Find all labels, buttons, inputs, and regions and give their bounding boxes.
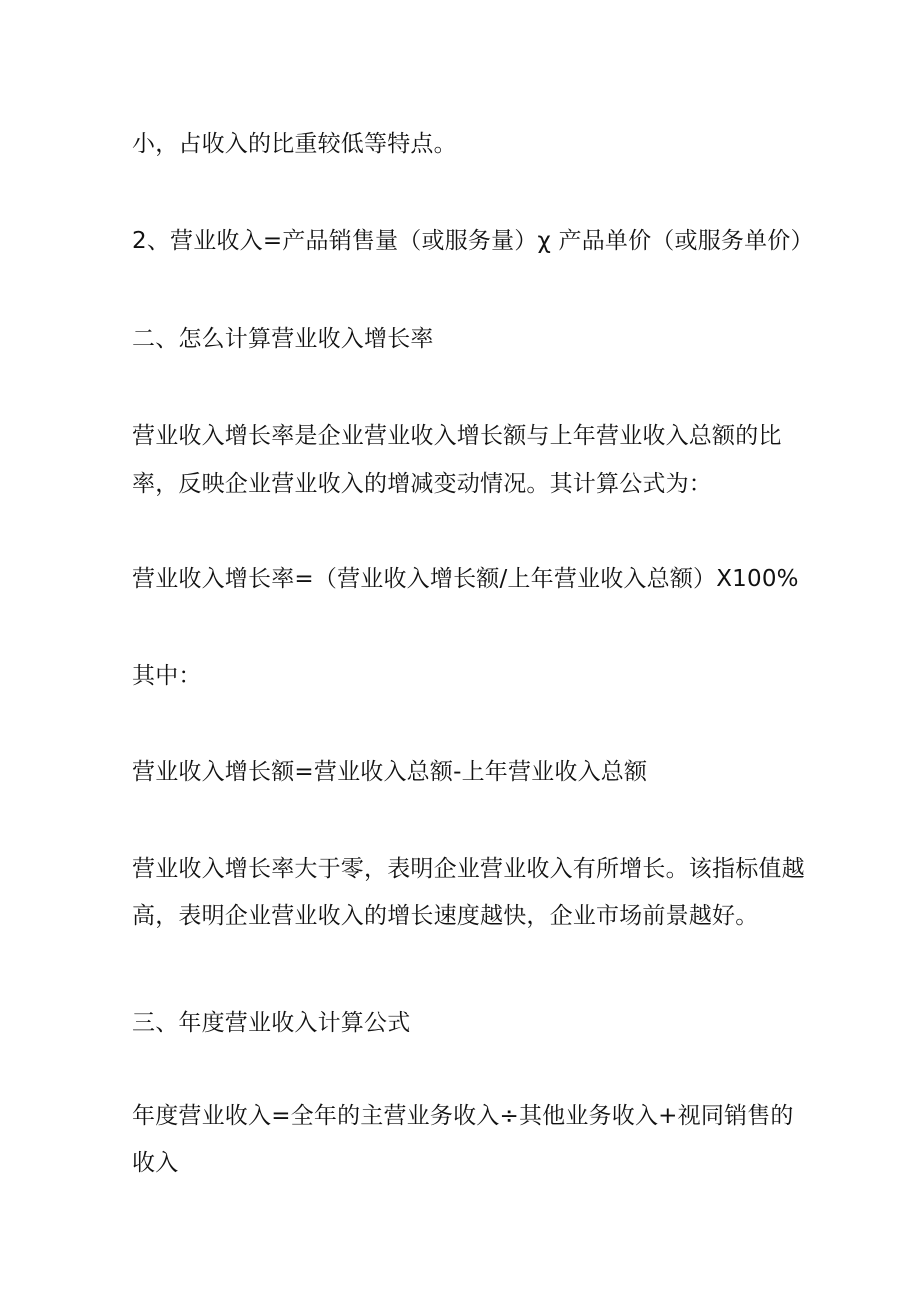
paragraph-line: 其中： — [132, 663, 202, 689]
formula-line: 2、营业收入=产品销售量（或服务量）χ 产品单价（或服务单价） — [132, 228, 814, 254]
paragraph-line: 营业收入增长率大于零，表明企业营业收入有所增长。该指标值越 — [132, 856, 805, 882]
formula-line: 收入 — [132, 1150, 179, 1176]
formula-line: 年度营业收入=全年的主营业务收入÷其他业务收入+视同销售的 — [132, 1103, 794, 1129]
section-heading: 二、怎么计算营业收入增长率 — [132, 326, 434, 352]
paragraph-line: 率，反映企业营业收入的增减变动情况。其计算公式为： — [132, 471, 712, 497]
formula-line: 营业收入增长额=营业收入总额-上年营业收入总额 — [132, 759, 648, 785]
paragraph-line: 高，表明企业营业收入的增长速度越快，企业市场前景越好。 — [132, 903, 759, 929]
paragraph-line: 营业收入增长率是企业营业收入增长额与上年营业收入总额的比 — [132, 423, 782, 449]
section-heading: 三、年度营业收入计算公式 — [132, 1010, 411, 1036]
paragraph-line: 小，占收入的比重较低等特点。 — [132, 131, 457, 157]
formula-line: 营业收入增长率=（营业收入增长额/上年营业收入总额）X100% — [132, 566, 799, 592]
